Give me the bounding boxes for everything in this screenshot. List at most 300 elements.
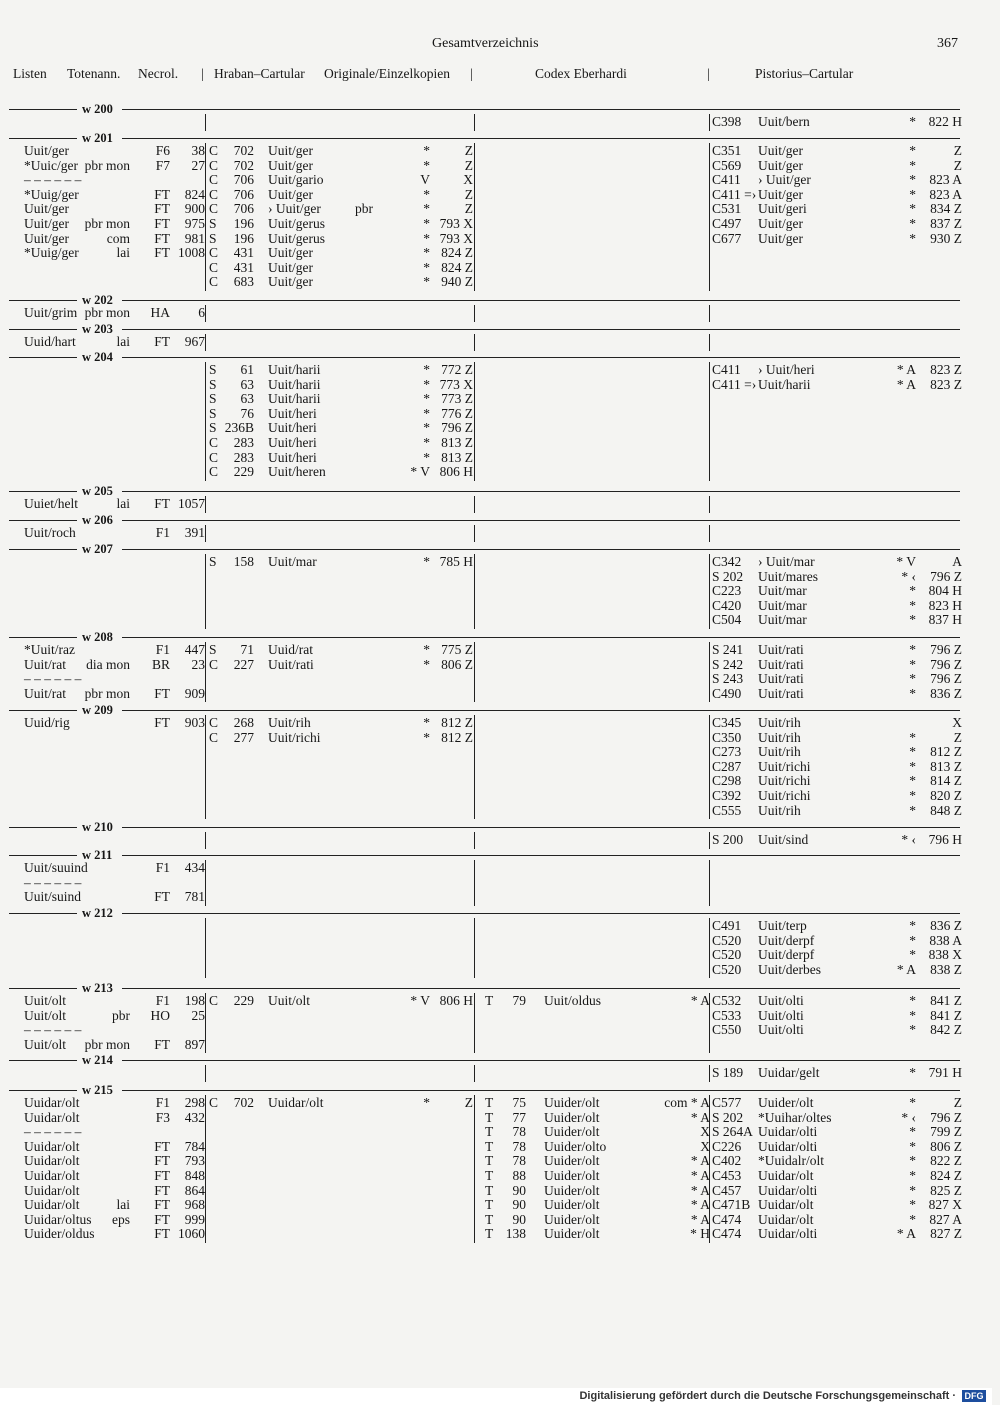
footer-text: Digitalisierung gefördert durch die Deutsche Forschungsgemeinschaft · xyxy=(579,1390,956,1402)
cell-pistorius-date: 838 Z xyxy=(930,961,962,977)
cell-codex-number: 79 xyxy=(512,993,526,1008)
cell-necrol-number: 38 xyxy=(191,143,205,158)
cell-liste: Uuidar/olt xyxy=(24,1197,80,1213)
column-divider xyxy=(474,114,475,131)
cell-necrol-number: 897 xyxy=(184,1036,205,1052)
cell-pistorius-ref: C345 xyxy=(712,715,742,730)
cell-pistorius-mark: * xyxy=(909,186,916,202)
cell-pistorius-mark: * xyxy=(909,157,916,173)
cell-pistorius-mark: * xyxy=(909,1007,916,1023)
cell-original-date: 776 Z xyxy=(441,405,473,421)
cell-necrol-number: 1057 xyxy=(178,496,205,511)
cell-codex-letter: T xyxy=(485,1138,494,1154)
cell-necrol-number: 298 xyxy=(184,1095,205,1110)
section-rule-right xyxy=(122,1090,960,1091)
section-rule-left xyxy=(9,329,77,330)
cell-codex-number: 77 xyxy=(512,1109,526,1125)
cell-liste: – – – – – – xyxy=(24,1124,82,1140)
column-divider xyxy=(709,715,710,819)
cell-pistorius-name: Uuider/olt xyxy=(758,1095,814,1110)
cell-liste: *Uuig/ger xyxy=(24,186,79,202)
cell-hraban-letter: C xyxy=(209,464,219,480)
cell-hraban-name: Uuit/heri xyxy=(268,420,317,436)
cell-hraban-number: 196 xyxy=(233,216,254,231)
cell-totenann: lai xyxy=(116,1197,130,1213)
cell-liste: *Uuic/ger xyxy=(24,157,78,173)
cell-pistorius-mark: * xyxy=(909,744,916,760)
cell-hraban-letter: S xyxy=(209,554,217,569)
cell-necrol-code: FT xyxy=(154,1168,170,1183)
cell-hraban-number: 277 xyxy=(233,729,254,745)
cell-pistorius-date: 836 Z xyxy=(930,685,962,701)
cell-pistorius-mark: * xyxy=(909,1211,916,1227)
section-rule-left xyxy=(9,1060,77,1061)
section-label: w 205 xyxy=(82,484,113,498)
cell-pistorius-ref: C226 xyxy=(712,1138,742,1154)
cell-pistorius-ref: C520 xyxy=(712,947,742,963)
cell-hraban-letter: S xyxy=(209,642,217,657)
cell-pistorius-ref: C298 xyxy=(712,773,742,789)
column-divider xyxy=(205,496,206,513)
cell-pistorius-name: Uuit/olti xyxy=(758,993,804,1008)
section-rule-right xyxy=(122,1060,960,1061)
cell-pistorius-ref: S 189 xyxy=(712,1065,744,1080)
cell-pistorius-date: 825 Z xyxy=(930,1182,962,1198)
cell-necrol-code: FT xyxy=(154,186,170,202)
cell-pistorius-ref: C223 xyxy=(712,583,742,599)
cell-pistorius-mark: * xyxy=(909,1095,916,1110)
col-header-pistorius: Pistorius–Cartular xyxy=(755,66,854,81)
section-rule-left xyxy=(9,138,77,139)
cell-pistorius-mark: * xyxy=(909,1065,916,1080)
cell-hraban-name: Uuit/gerus xyxy=(268,230,325,246)
cell-pistorius-name: Uuidar/olt xyxy=(758,1211,814,1227)
cell-liste: Uuit/rat xyxy=(24,685,66,701)
cell-necrol-number: 824 xyxy=(184,186,205,202)
column-divider xyxy=(474,496,475,513)
cell-hraban-number: 268 xyxy=(233,715,254,730)
cell-pistorius-date: 930 Z xyxy=(930,230,962,246)
col-header-codex: Codex Eberhardi xyxy=(535,66,627,81)
cell-codex-letter: T xyxy=(485,1124,494,1140)
section-rule-right xyxy=(122,913,960,914)
cell-pistorius-name: Uuit/ger xyxy=(758,216,803,231)
cell-hraban-number: 706 xyxy=(233,172,254,188)
cell-codex-letter: T xyxy=(485,1095,494,1110)
cell-hraban-number: 283 xyxy=(233,449,254,465)
cell-necrol-number: 391 xyxy=(184,525,205,540)
cell-codex-letter: T xyxy=(485,1226,494,1242)
cell-pistorius-ref: C457 xyxy=(712,1182,742,1198)
cell-necrol-code: FT xyxy=(154,201,170,217)
section-rule-left xyxy=(9,827,77,828)
cell-pistorius-mark: * A xyxy=(896,961,916,977)
cell-original-mark: * xyxy=(423,362,430,377)
cell-pistorius-mark: * xyxy=(909,642,916,657)
cell-original-date: Z xyxy=(464,201,473,217)
cell-hraban-note: pbr xyxy=(355,201,373,217)
cell-original-date: Z xyxy=(464,157,473,173)
section-label: w 200 xyxy=(82,102,113,116)
section-rule-right xyxy=(122,109,960,110)
cell-pistorius-ref: C342 xyxy=(712,554,742,569)
cell-pistorius-ref: C577 xyxy=(712,1095,742,1110)
section-rule-left xyxy=(9,300,77,301)
cell-liste: Uuit/olt xyxy=(24,1036,67,1052)
cell-liste: Uuid/rig xyxy=(24,715,70,730)
cell-pistorius-date: 836 Z xyxy=(930,918,962,933)
cell-pistorius-ref: C471B xyxy=(712,1197,751,1213)
cell-pistorius-name: Uuit/bern xyxy=(758,114,810,129)
column-divider xyxy=(474,993,475,1053)
cell-hraban-letter: S xyxy=(209,376,217,392)
cell-original-date: 940 Z xyxy=(441,274,473,290)
cell-pistorius-date: 822 H xyxy=(928,114,962,129)
cell-codex-mark: * A xyxy=(690,1197,710,1213)
cell-necrol-number: 864 xyxy=(184,1182,205,1198)
section-label: w 214 xyxy=(82,1053,113,1067)
section-rule-right xyxy=(122,138,960,139)
cell-pistorius-date: 837 H xyxy=(928,612,962,628)
cell-pistorius-name: Uuit/mar xyxy=(758,597,807,613)
cell-pistorius-date: 812 Z xyxy=(930,744,962,760)
cell-necrol-code: FT xyxy=(154,1138,170,1154)
column-divider xyxy=(205,832,206,849)
cell-hraban-name: Uuit/ger xyxy=(268,186,313,202)
cell-pistorius-name: *Uuihar/oltes xyxy=(758,1109,832,1125)
cell-pistorius-date: 837 Z xyxy=(930,216,962,231)
cell-hraban-number: 229 xyxy=(233,993,254,1008)
cell-necrol-number: 781 xyxy=(184,889,205,905)
cell-hraban-letter: C xyxy=(209,143,219,158)
cell-pistorius-date: Z xyxy=(953,1095,962,1110)
cell-necrol-code: FT xyxy=(154,230,170,246)
column-divider xyxy=(709,525,710,542)
cell-pistorius-ref: C533 xyxy=(712,1007,742,1023)
cell-original-mark: * xyxy=(423,259,430,275)
cell-pistorius-date: 824 Z xyxy=(930,1168,962,1183)
cell-necrol-number: 981 xyxy=(184,230,205,246)
cell-necrol-number: 1008 xyxy=(178,245,205,261)
cell-pistorius-mark: * xyxy=(909,172,916,188)
cell-original-mark: * xyxy=(423,230,430,246)
cell-pistorius-name: Uuit/rati xyxy=(758,642,804,657)
cell-hraban-letter: S xyxy=(209,391,217,407)
cell-liste: *Uuig/ger xyxy=(24,245,79,261)
cell-pistorius-ref: C398 xyxy=(712,114,742,129)
cell-hraban-letter: C xyxy=(209,1095,219,1110)
column-divider xyxy=(709,496,710,513)
cell-codex-letter: T xyxy=(485,1153,494,1169)
cell-necrol-code: BR xyxy=(151,656,170,672)
cell-pistorius-mark: * xyxy=(909,656,916,672)
section-rule-left xyxy=(9,520,77,521)
section-rule-right xyxy=(122,357,960,358)
cell-necrol-code: HO xyxy=(150,1007,170,1023)
cell-original-date: X xyxy=(463,172,473,188)
cell-hraban-number: 71 xyxy=(240,642,254,657)
cell-pistorius-ref: C532 xyxy=(712,993,742,1008)
cell-original-mark: * xyxy=(423,729,430,745)
cell-necrol-code: F1 xyxy=(155,860,170,875)
cell-pistorius-mark: * xyxy=(909,583,916,599)
cell-liste: Uuit/olt xyxy=(24,993,67,1008)
cell-liste: Uuidar/olt xyxy=(24,1168,80,1183)
cell-necrol-number: 432 xyxy=(184,1109,205,1125)
cell-hraban-name: Uuit/rati xyxy=(268,656,314,672)
cell-hraban-name: Uuit/heren xyxy=(268,464,326,480)
cell-necrol-number: 848 xyxy=(184,1168,205,1183)
cell-pistorius-name: Uuit/richi xyxy=(758,788,811,803)
cell-hraban-name: Uuit/gerus xyxy=(268,216,325,231)
column-divider xyxy=(205,1095,206,1243)
column-divider xyxy=(474,525,475,542)
section-label: w 209 xyxy=(82,703,113,717)
cell-codex-number: 90 xyxy=(512,1182,526,1198)
cell-hraban-number: 76 xyxy=(240,405,254,421)
cell-necrol-number: 967 xyxy=(184,334,205,349)
cell-necrol-number: 447 xyxy=(184,642,205,657)
cell-pistorius-ref: C411 xyxy=(712,362,741,377)
cell-codex-name: Uuider/olt xyxy=(544,1182,600,1198)
cell-hraban-letter: C xyxy=(209,172,219,188)
column-divider xyxy=(205,993,206,1053)
section-rule-left xyxy=(9,549,77,550)
cell-hraban-letter: C xyxy=(209,715,219,730)
cell-pistorius-ref: C411 =› xyxy=(712,186,757,202)
cell-original-date: 812 Z xyxy=(441,729,473,745)
cell-pistorius-ref: C420 xyxy=(712,597,742,613)
section-rule-right xyxy=(122,710,960,711)
section-label: w 213 xyxy=(82,981,113,995)
cell-pistorius-name: Uuit/rati xyxy=(758,685,804,701)
cell-pistorius-mark: * xyxy=(909,932,916,948)
cell-pistorius-name: Uuidar/olti xyxy=(758,1124,818,1140)
cell-pistorius-ref: C520 xyxy=(712,932,742,948)
cell-necrol-code: FT xyxy=(154,1226,170,1242)
cell-original-date: Z xyxy=(464,1095,473,1110)
cell-pistorius-date: A xyxy=(952,554,962,569)
cell-hraban-number: 236B xyxy=(224,420,254,436)
column-divider xyxy=(709,362,710,481)
cell-necrol-code: FT xyxy=(154,1197,170,1213)
cell-necrol-code: F1 xyxy=(155,642,170,657)
cell-pistorius-ref: C273 xyxy=(712,744,742,760)
cell-pistorius-mark: * xyxy=(909,216,916,231)
cell-codex-name: Uuider/olt xyxy=(544,1168,600,1183)
cell-pistorius-name: Uuit/rati xyxy=(758,671,804,687)
cell-pistorius-mark: * xyxy=(909,993,916,1008)
cell-hraban-letter: C xyxy=(209,729,219,745)
cell-pistorius-name: Uuidar/olt xyxy=(758,1197,814,1213)
cell-liste: Uuit/ger xyxy=(24,201,69,217)
cell-codex-number: 78 xyxy=(512,1124,526,1140)
cell-pistorius-name: Uuit/geri xyxy=(758,201,807,217)
column-divider xyxy=(205,362,206,481)
cell-totenann: pbr mon xyxy=(84,157,130,173)
cell-original-mark: * xyxy=(423,449,430,465)
cell-pistorius-mark: * xyxy=(909,802,916,818)
cell-pistorius-ref: C550 xyxy=(712,1022,742,1038)
cell-pistorius-ref: C490 xyxy=(712,685,742,701)
column-divider xyxy=(709,554,710,629)
section-rule-right xyxy=(122,988,960,989)
cell-necrol-code: FT xyxy=(154,1182,170,1198)
section-label: w 207 xyxy=(82,542,113,556)
cell-codex-name: Uuider/olt xyxy=(544,1095,600,1110)
cell-necrol-number: 27 xyxy=(191,157,205,173)
section-label: w 215 xyxy=(82,1083,113,1097)
cell-original-date: 772 Z xyxy=(441,362,473,377)
cell-pistorius-name: Uuit/derpf xyxy=(758,947,815,963)
section-rule-right xyxy=(122,300,960,301)
cell-pistorius-mark: * ‹ xyxy=(901,832,916,847)
column-divider xyxy=(205,114,206,131)
cell-pistorius-date: 804 H xyxy=(928,583,962,599)
cell-pistorius-date: 791 H xyxy=(928,1065,962,1080)
column-divider xyxy=(205,554,206,629)
cell-liste: Uuit/grim xyxy=(24,305,78,320)
cell-totenann: pbr xyxy=(112,1007,130,1023)
cell-pistorius-date: 841 Z xyxy=(930,1007,962,1023)
col-header-necrol: Necrol. xyxy=(138,66,179,81)
column-divider xyxy=(474,554,475,629)
cell-liste: – – – – – – xyxy=(24,172,82,188)
cell-hraban-name: Uuit/mar xyxy=(268,554,317,569)
column-divider xyxy=(474,1095,475,1243)
cell-pistorius-ref: C555 xyxy=(712,802,742,818)
cell-pistorius-mark: * xyxy=(909,143,916,158)
col-header-originale: Originale/Einzelkopien xyxy=(324,66,450,81)
cell-hraban-name: Uuit/richi xyxy=(268,729,321,745)
cell-pistorius-name: Uuit/rih xyxy=(758,715,801,730)
cell-hraban-letter: C xyxy=(209,993,219,1008)
column-divider xyxy=(474,362,475,481)
cell-pistorius-ref: S 243 xyxy=(712,671,744,687)
cell-pistorius-date: 796 Z xyxy=(930,1109,962,1125)
cell-hraban-number: 229 xyxy=(233,464,254,480)
cell-necrol-number: 23 xyxy=(191,656,205,672)
section-rule-left xyxy=(9,988,77,989)
cell-pistorius-ref: C453 xyxy=(712,1168,742,1183)
cell-codex-mark: * H xyxy=(690,1226,710,1242)
cell-pistorius-mark: * xyxy=(909,947,916,963)
cell-hraban-letter: C xyxy=(209,259,219,275)
cell-hraban-letter: C xyxy=(209,274,219,290)
cell-codex-mark: * A xyxy=(690,1182,710,1198)
cell-pistorius-name: › Uuit/mar xyxy=(758,554,815,569)
section-rule-left xyxy=(9,710,77,711)
cell-codex-name: Uuider/olt xyxy=(544,1226,600,1242)
cell-codex-number: 78 xyxy=(512,1153,526,1169)
cell-pistorius-ref: C677 xyxy=(712,230,742,246)
cell-totenann: pbr mon xyxy=(84,1036,130,1052)
section-rule-right xyxy=(122,329,960,330)
cell-original-mark: * xyxy=(423,201,430,217)
cell-liste: – – – – – – xyxy=(24,874,82,890)
cell-pistorius-mark: * xyxy=(909,1124,916,1140)
cell-original-mark: * xyxy=(423,1095,430,1110)
section-label: w 201 xyxy=(82,131,113,145)
column-divider xyxy=(709,860,710,906)
cell-hraban-number: 706 xyxy=(233,186,254,202)
cell-liste: Uuit/ger xyxy=(24,230,69,246)
cell-original-date: 793 X xyxy=(439,216,473,231)
cell-liste: Uuidar/olt xyxy=(24,1095,80,1110)
cell-necrol-number: 999 xyxy=(184,1211,205,1227)
cell-hraban-number: 63 xyxy=(240,391,254,407)
cell-necrol-code: FT xyxy=(154,496,170,511)
section-rule-left xyxy=(9,1090,77,1091)
cell-pistorius-ref: S 200 xyxy=(712,832,744,847)
cell-pistorius-name: Uuit/olti xyxy=(758,1007,804,1023)
cell-pistorius-name: Uuit/mar xyxy=(758,583,807,599)
cell-pistorius-date: 827 Z xyxy=(930,1226,962,1242)
cell-hraban-letter: C xyxy=(209,157,219,173)
cell-pistorius-date: 796 Z xyxy=(930,642,962,657)
section-label: w 212 xyxy=(82,906,113,920)
column-divider xyxy=(474,334,475,351)
cell-necrol-number: 6 xyxy=(198,305,205,320)
cell-liste: – – – – – – xyxy=(24,1022,82,1038)
section-rule-right xyxy=(122,549,960,550)
dfg-logo: DFG xyxy=(962,1390,986,1402)
cell-original-mark: * xyxy=(423,391,430,407)
cell-pistorius-date: Z xyxy=(953,143,962,158)
cell-codex-mark: * A xyxy=(690,1109,710,1125)
column-divider xyxy=(474,1065,475,1082)
cell-hraban-name: Uuit/ger xyxy=(268,143,313,158)
cell-original-date: 806 H xyxy=(439,464,473,480)
cell-original-date: 813 Z xyxy=(441,435,473,450)
cell-codex-letter: T xyxy=(485,1109,494,1125)
cell-totenann: pbr mon xyxy=(84,305,130,320)
cell-pistorius-name: Uuidar/olti xyxy=(758,1182,818,1198)
cell-hraban-letter: C xyxy=(209,435,219,450)
cell-original-date: 806 Z xyxy=(441,656,473,672)
cell-codex-number: 75 xyxy=(512,1095,526,1110)
cell-pistorius-name: Uuit/ger xyxy=(758,186,803,202)
cell-pistorius-mark: * xyxy=(909,788,916,803)
cell-hraban-name: Uuid/rat xyxy=(268,642,313,657)
cell-codex-name: Uuider/olt xyxy=(544,1211,600,1227)
column-divider xyxy=(709,642,710,702)
cell-codex-letter: T xyxy=(485,1168,494,1183)
cell-pistorius-ref: C520 xyxy=(712,961,742,977)
col-header-listen: Listen xyxy=(13,66,47,81)
col-header-separator: | xyxy=(707,66,710,81)
cell-pistorius-mark: * xyxy=(909,1153,916,1169)
cell-pistorius-mark: * A xyxy=(896,376,916,392)
cell-pistorius-date: 796 Z xyxy=(930,656,962,672)
section-rule-left xyxy=(9,109,77,110)
cell-pistorius-date: 820 Z xyxy=(930,788,962,803)
cell-liste: Uuid/hart xyxy=(24,334,76,349)
cell-pistorius-date: X xyxy=(952,715,962,730)
column-divider xyxy=(474,642,475,702)
cell-hraban-name: Uuit/ger xyxy=(268,259,313,275)
cell-pistorius-name: Uuit/terp xyxy=(758,918,807,933)
cell-hraban-name: Uuit/ger xyxy=(268,157,313,173)
cell-necrol-number: 968 xyxy=(184,1197,205,1213)
cell-hraban-letter: S xyxy=(209,420,217,436)
section-label: w 206 xyxy=(82,513,113,527)
col-header-totenann: Totenann. xyxy=(67,66,121,81)
cell-pistorius-mark: * A xyxy=(896,1226,916,1242)
cell-necrol-code: FT xyxy=(154,334,170,349)
cell-pistorius-ref: C531 xyxy=(712,201,742,217)
cell-pistorius-date: Z xyxy=(953,157,962,173)
